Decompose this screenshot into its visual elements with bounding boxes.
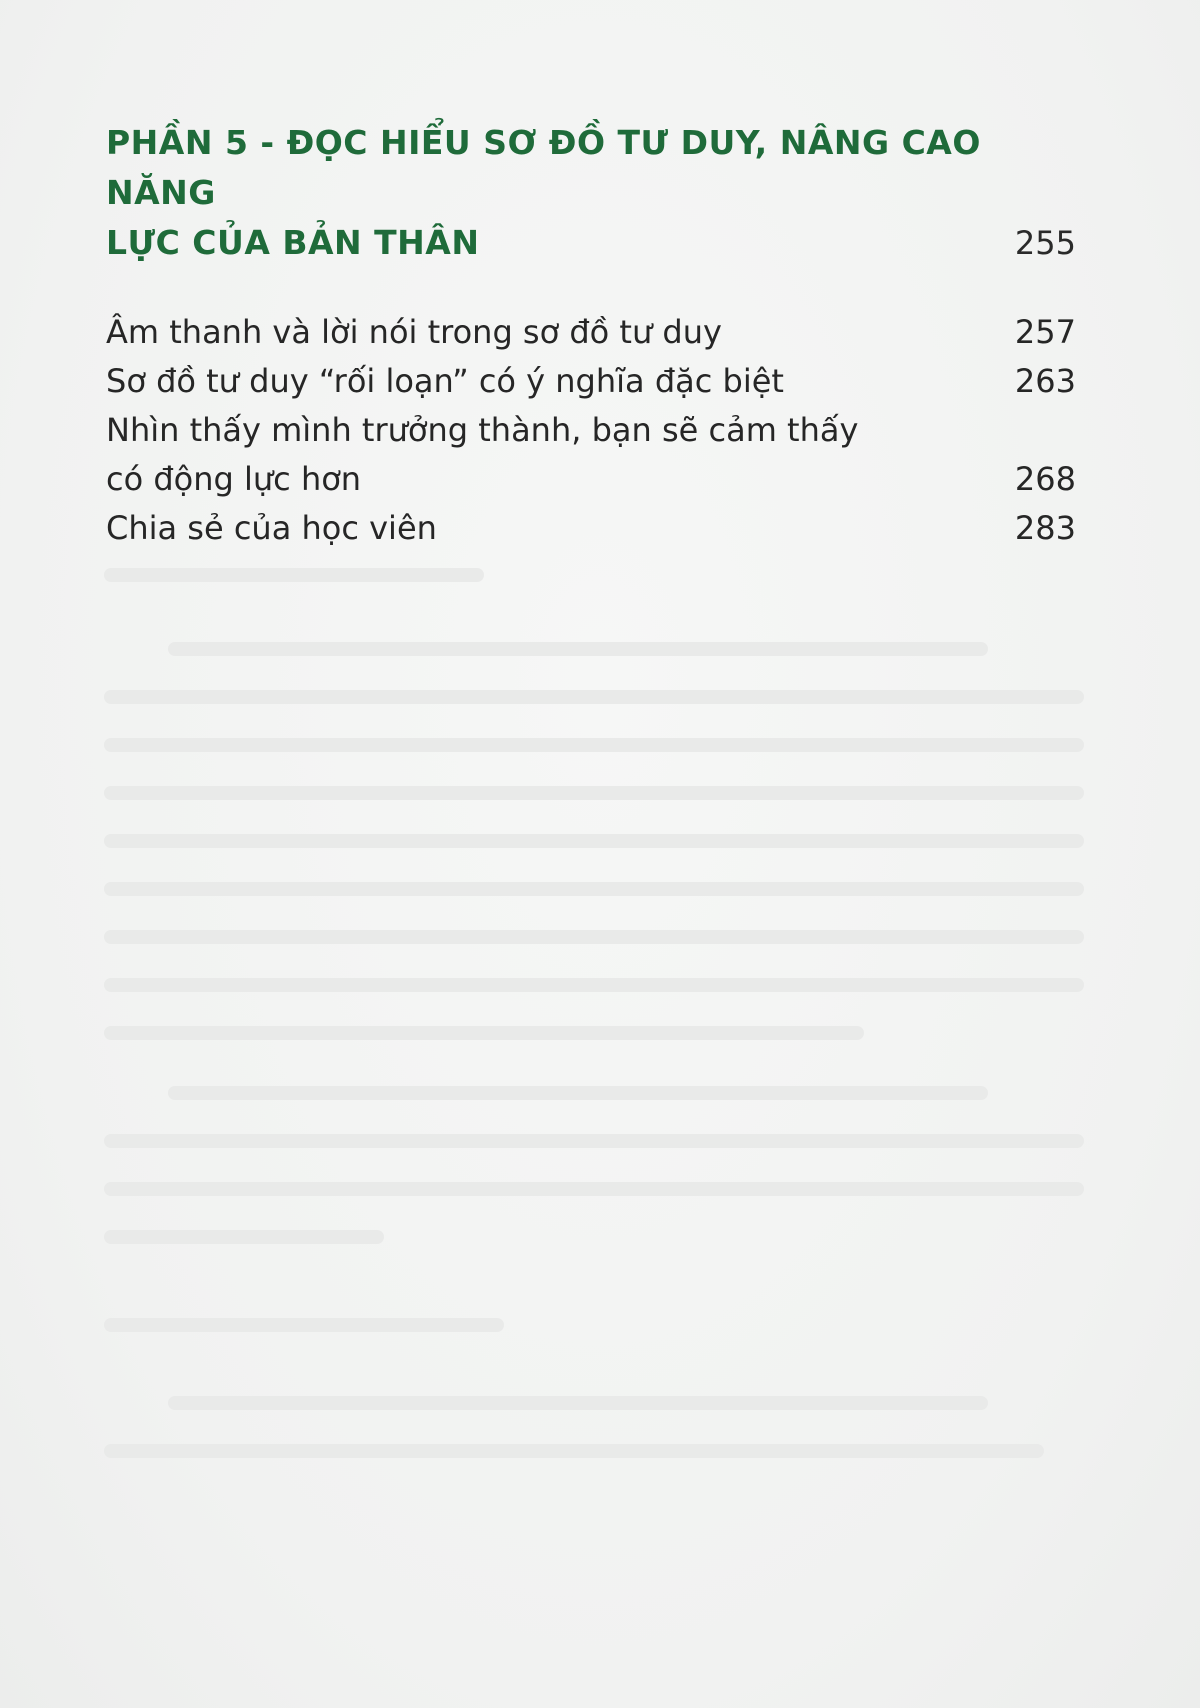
bleed-through-line (104, 1182, 1084, 1196)
toc-entry-title: Chia sẻ của học viên (106, 509, 437, 547)
bleed-through-line (104, 1444, 1044, 1458)
part-heading-line1: PHẦN 5 - ĐỌC HIỂU SƠ ĐỒ TƯ DUY, NÂNG CAO NĂNG (106, 123, 981, 212)
bleed-through-line (104, 1230, 384, 1244)
bleed-through-line (168, 642, 988, 656)
toc-entries (106, 308, 1076, 553)
toc-entry-title: Âm thanh và lời nói trong sơ đồ tư duy (106, 313, 722, 351)
bleed-through-line (104, 930, 1084, 944)
toc-entry-page: 283 (1014, 509, 1076, 547)
toc-entry (106, 308, 1076, 357)
bleed-through-line (104, 834, 1084, 848)
bleed-through-line (104, 568, 484, 582)
bleed-through-line (104, 1134, 1084, 1148)
bleed-through-line (104, 786, 1084, 800)
part-heading-line2-row (106, 218, 1076, 268)
bleed-through-line (104, 690, 1084, 704)
bleed-through-line (104, 1026, 864, 1040)
part-page-number: 255 (1014, 224, 1076, 262)
bleed-through-line (104, 978, 1084, 992)
part-heading (106, 118, 1076, 268)
toc-entry-title-line2: có động lực hơn (106, 460, 362, 498)
part-heading-line2: LỰC CỦA BẢN THÂN (106, 223, 480, 262)
bleed-through-line (104, 738, 1084, 752)
toc-entry-line (106, 455, 1076, 504)
toc-entry-line (106, 406, 1076, 455)
toc-entry-page: 257 (1014, 313, 1076, 351)
toc-entry (106, 504, 1076, 553)
toc-entry (106, 357, 1076, 406)
bleed-through-line (168, 1396, 988, 1410)
toc-entry-title: Sơ đồ tư duy “rối loạn” có ý nghĩa đặc biệt (106, 362, 784, 400)
bleed-through-line (168, 1086, 988, 1100)
toc-entry-page: 268 (1014, 460, 1076, 498)
table-of-contents (106, 118, 1076, 553)
bleed-through-line (104, 882, 1084, 896)
bleed-through-line (104, 1318, 504, 1332)
toc-entry-title-line1: Nhìn thấy mình trưởng thành, bạn sẽ cảm thấy (106, 411, 859, 449)
toc-entry (106, 406, 1076, 504)
toc-entry-page: 263 (1014, 362, 1076, 400)
